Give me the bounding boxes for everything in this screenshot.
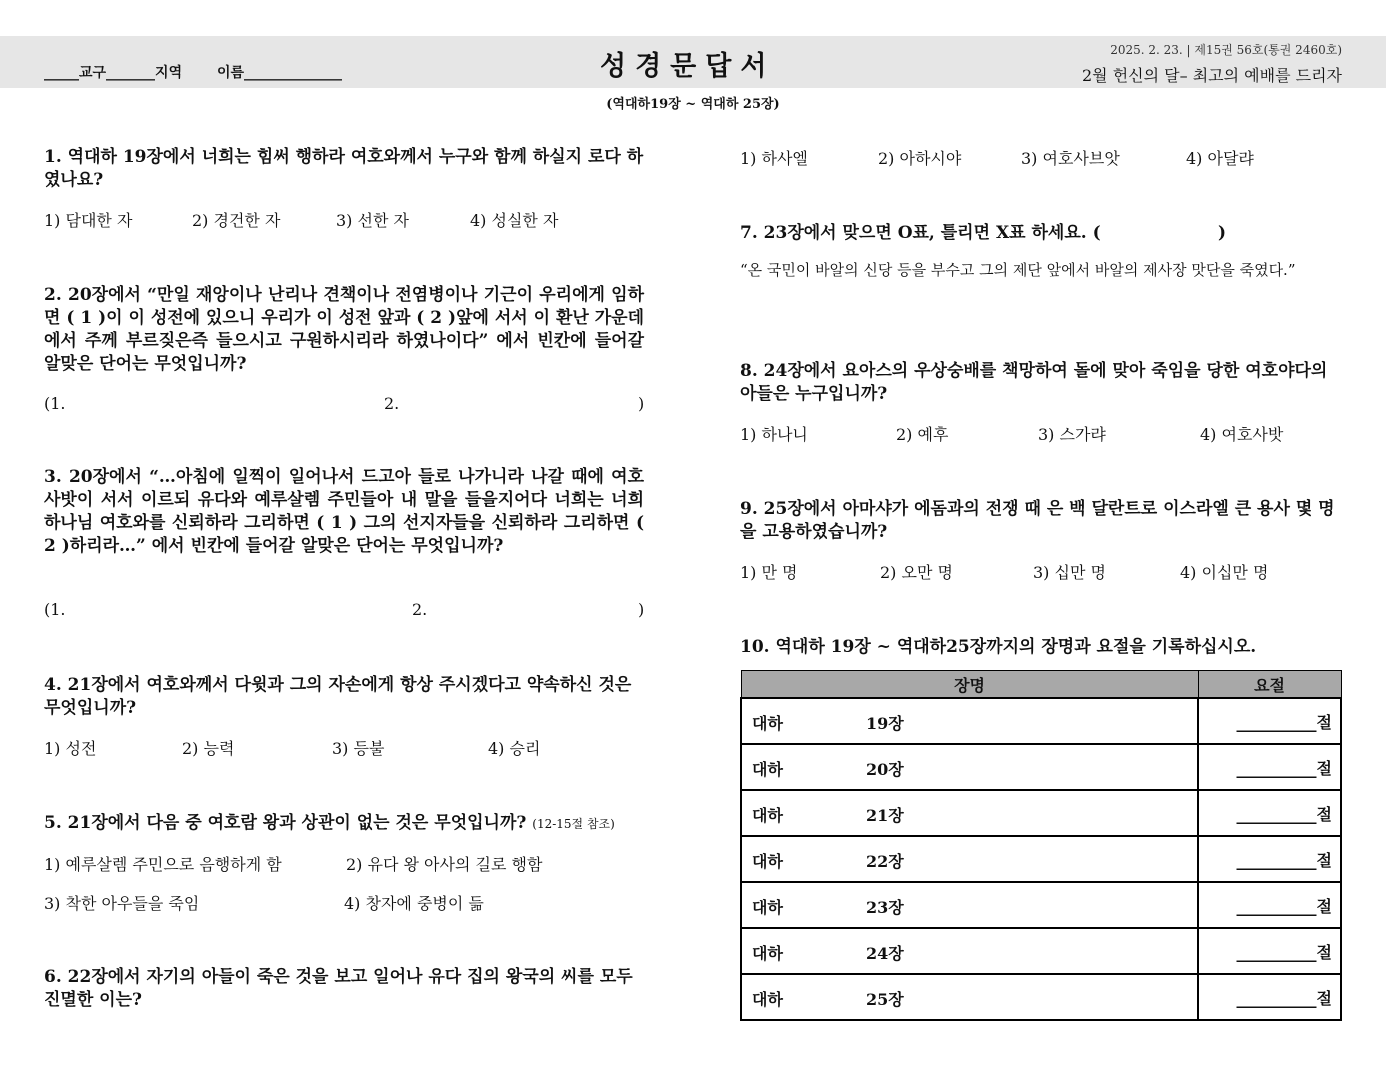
option[interactable]: 4) 아달랴 [1186,149,1254,168]
blank-close: ) [638,600,645,619]
question-7 [740,222,1342,245]
option[interactable]: 3) 스가랴 [1038,425,1106,444]
blank-1-label: (1. [44,394,66,413]
issue-info: 2025. 2. 23. | 제15권 56호(통권 2460호) [1110,43,1342,57]
option[interactable]: 3) 착한 아우들을 죽임 [44,894,200,913]
question-7-answer-close[interactable]: ) [1218,223,1227,243]
option[interactable]: 3) 여호사브앗 [1021,149,1120,168]
book-label: 대하 [752,806,783,825]
verse-cell[interactable]: __________절 [1198,790,1341,836]
question-4: 4. 21장에서 여호와께서 다윗과 그의 자손에게 항상 주시겠다고 약속하신 것은 무엇입니까? [44,675,632,718]
option[interactable]: 2) 오만 명 [880,563,953,582]
chapter-label: 20장 [866,760,904,779]
option[interactable]: 1) 하나니 [740,425,808,444]
option[interactable]: 4) 여호사밧 [1200,425,1284,444]
column-header-name: 장명 [741,671,1198,699]
option[interactable]: 2) 예후 [896,425,949,444]
name-field[interactable]: 이름______________ [216,65,343,81]
table-row [741,744,1341,790]
chapter-label: 19장 [866,714,904,733]
chapter-name-cell[interactable] [741,790,1198,836]
table-row [741,882,1341,928]
question-7-quote: “온 국민이 바알의 신당 등을 부수고 그의 제단 앞에서 바알의 제사장 맛단을 죽였다.” [740,261,1296,279]
question-5-text: 5. 21장에서 다음 중 여호람 왕과 상관이 없는 것은 무엇입니까? [44,813,527,833]
question-8: 8. 24장에서 요아스의 우상숭배를 책망하여 돌에 맞아 죽임을 당한 여호야다의 아들은 누구입니까? [740,361,1328,404]
header-fields [44,62,342,82]
option[interactable]: 2) 경건한 자 [192,211,281,230]
option[interactable]: 3) 십만 명 [1033,563,1106,582]
blank-1-label: (1. [44,600,66,619]
blank-2-label: 2. [412,600,428,619]
chapter-name-cell[interactable] [741,882,1198,928]
option[interactable]: 2) 능력 [182,739,235,758]
option[interactable]: 2) 유다 왕 아사의 길로 행함 [346,855,543,874]
chapter-label: 25장 [866,990,904,1009]
chapter-label: 22장 [866,852,904,871]
chapter-label: 24장 [866,944,904,963]
option[interactable]: 4) 이십만 명 [1180,563,1269,582]
book-label: 대하 [752,852,783,871]
scripture-range: (역대하19장 ~ 역대하 25장) [606,97,780,112]
table-row [741,790,1341,836]
option[interactable]: 1) 성전 [44,739,97,758]
verse-cell[interactable]: __________절 [1198,698,1341,744]
chapter-name-cell[interactable] [741,928,1198,974]
book-label: 대하 [752,990,783,1009]
table-row [741,974,1341,1020]
blank-2-label: 2. [384,394,400,413]
table-header-row [741,671,1341,699]
chapter-name-cell[interactable] [741,974,1198,1020]
table-row [741,836,1341,882]
option[interactable]: 1) 담대한 자 [44,211,133,230]
question-7-text: 7. 23장에서 맞으면 O표, 틀리면 X표 하세요. ( [740,223,1101,243]
chapter-name-cell[interactable] [741,744,1198,790]
chapter-name-cell[interactable] [741,698,1198,744]
question-6: 6. 22장에서 자기의 아들이 죽은 것을 보고 일어나 유다 집의 왕국의 씨를 모두 진멸한 이는? [44,967,633,1010]
book-label: 대하 [752,944,783,963]
option[interactable]: 3) 선한 자 [336,211,409,230]
option[interactable]: 2) 아하시야 [878,149,962,168]
column-header-verse: 요절 [1198,671,1341,699]
chapter-name-cell[interactable] [741,836,1198,882]
district-field[interactable]: _____교구_______지역 [44,65,183,81]
option[interactable]: 1) 하사엘 [740,149,808,168]
option[interactable]: 1) 예루살렘 주민으로 음행하게 함 [44,855,282,874]
question-5 [44,812,664,836]
question-5-note: (12-15절 참조) [532,817,615,831]
question-3: 3. 20장에서 “…아침에 일찍이 일어나서 드고아 들로 나가니라 나갈 때에 여호사밧이 서서 이르되 유다와 예루살렘 주민들아 내 말을 들을지어다 너희는 너희 하나님 여호와를 신뢰하라 그리하면 ( 1 ) 그의 선지자들을 신뢰하라 그리하면 ( 2 )하리라…” 에서 빈칸에 들어갈 알맞은 단어는 무엇입니까? [44,467,644,556]
page-title: 성경문답서 [600,51,776,82]
verse-cell[interactable]: __________절 [1198,882,1341,928]
chapter-label: 23장 [866,898,904,917]
book-label: 대하 [752,760,783,779]
question-1: 1. 역대하 19장에서 너희는 힘써 행하라 여호와께서 누구와 함께 하실지 로다 하였나요? [44,147,644,190]
book-label: 대하 [752,714,783,733]
option[interactable]: 4) 성실한 자 [470,211,559,230]
table-row [741,698,1341,744]
option[interactable]: 4) 승리 [488,739,541,758]
question-2: 2. 20장에서 “만일 재앙이나 난리나 견책이나 전염병이나 기근이 우리에게 임하면 ( 1 )이 이 성전에 있으니 우리가 이 성전 앞과 ( 2 )앞에 서서 이 환난 가운데에서 주께 부르짖은즉 들으시고 구원하시리라 하였나이다” 에서 빈칸에 들어갈 알맞은 단어는 무엇입니까? [44,285,644,374]
verse-cell[interactable]: __________절 [1198,744,1341,790]
monthly-theme: 2월 헌신의 달– 최고의 예배를 드리자 [1082,66,1342,85]
question-9: 9. 25장에서 아마샤가 에돔과의 전쟁 때 은 백 달란트로 이스라엘 큰 용사 몇 명을 고용하였습니까? [740,499,1335,542]
option[interactable]: 1) 만 명 [740,563,798,582]
chapter-verse-table [740,670,1342,1021]
blank-close: ) [638,394,645,413]
verse-cell[interactable]: __________절 [1198,836,1341,882]
option[interactable]: 3) 등불 [332,739,385,758]
verse-cell[interactable]: __________절 [1198,974,1341,1020]
chapter-label: 21장 [866,806,904,825]
verse-cell[interactable]: __________절 [1198,928,1341,974]
book-label: 대하 [752,898,783,917]
table-row [741,928,1341,974]
question-10: 10. 역대하 19장 ~ 역대하25장까지의 장명과 요절을 기록하십시오. [740,637,1257,657]
option[interactable]: 4) 창자에 중병이 듦 [344,894,484,913]
